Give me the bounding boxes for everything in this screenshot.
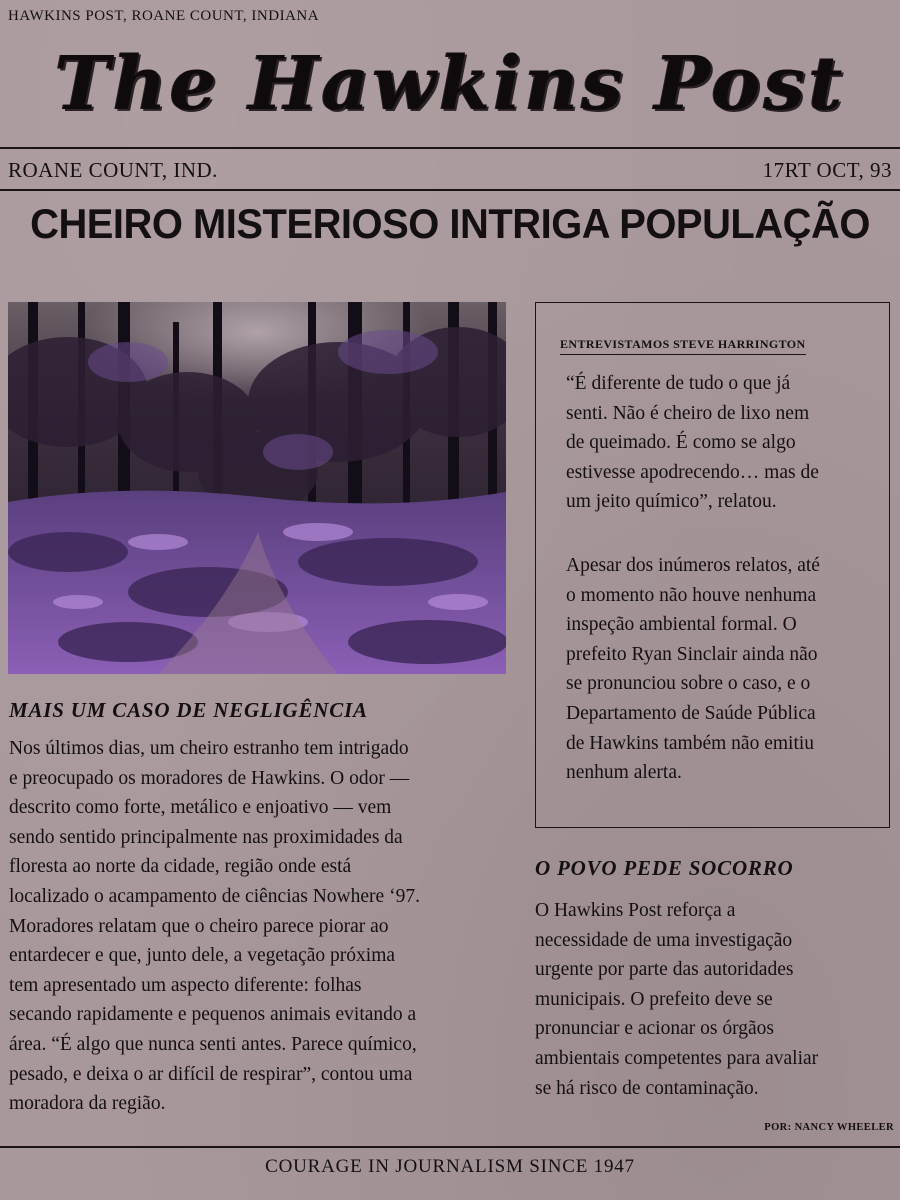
article-line: descrito como forte, metálico e enjoativo — vem xyxy=(9,797,392,819)
appeal-line: municipais. O prefeito deve se xyxy=(535,988,773,1010)
appeal-body xyxy=(535,896,895,1103)
main-headline: CHEIRO MISTERIOSO INTRIGA POPULAÇÃO xyxy=(30,200,870,247)
article-line: tem apresentado um aspecto diferente: folhas xyxy=(9,974,362,996)
interview-quote-line: de queimado. É como se algo xyxy=(566,432,796,454)
interview-quote-line: “É diferente de tudo o que já xyxy=(566,373,791,394)
forest-photo xyxy=(8,302,506,674)
article-line: secando rapidamente e pequenos animais evitando a xyxy=(9,1004,417,1026)
interview-body-line: se pronunciou sobre o caso, e o xyxy=(566,673,811,695)
interview-box xyxy=(535,302,890,828)
issue-date: 17RT OCT, 93 xyxy=(762,158,892,182)
interview-quote-line: estivesse apodrecendo… mas de xyxy=(566,461,819,483)
article-line: localizado o acampamento de ciências Nowhere ‘97. xyxy=(9,885,420,907)
article-line: e preocupado os moradores de Hawkins. O odor — xyxy=(9,767,410,789)
interview-body-line: prefeito Ryan Sinclair ainda não xyxy=(566,643,818,665)
forest-illustration xyxy=(8,302,506,674)
interview-body-line: de Hawkins também não emitiu xyxy=(566,732,815,754)
interview-quote xyxy=(566,369,886,517)
article-section-title: MAIS UM CASO DE NEGLIGÊNCIA xyxy=(9,698,368,722)
article-line: moradora da região. xyxy=(9,1093,166,1115)
appeal-line: pronunciar e acionar os órgãos xyxy=(535,1018,774,1040)
masthead-rule-bottom xyxy=(0,189,900,191)
interview-title: ENTREVISTAMOS STEVE HARRINGTON xyxy=(560,337,806,355)
appeal-section-title: O POVO PEDE SOCORRO xyxy=(535,856,794,880)
article-line: sendo sentido principalmente nas proximidades da xyxy=(9,826,403,848)
interview-body-line: Departamento de Saúde Pública xyxy=(566,702,816,724)
interview-body-line: Apesar dos inúmeros relatos, até xyxy=(566,555,820,576)
interview-body-line: inspeção ambiental formal. O xyxy=(566,614,797,636)
interview-body-line: o momento não houve nenhuma xyxy=(566,584,817,606)
article-line: entardecer e que, junto dele, a vegetação próxima xyxy=(9,945,396,967)
top-dateline: HAWKINS POST, ROANE COUNT, INDIANA xyxy=(8,8,320,24)
footer-motto: COURAGE IN JOURNALISM SINCE 1947 xyxy=(265,1156,635,1177)
interview-quote-line: um jeito químico”, relatou. xyxy=(566,491,777,513)
byline: POR: NANCY WHEELER xyxy=(764,1122,894,1133)
interview-body xyxy=(566,551,886,788)
appeal-line: urgente por parte das autoridades xyxy=(535,959,794,981)
article-line: Nos últimos dias, um cheiro estranho tem intrigado xyxy=(9,738,409,759)
article-line: área. “É algo que nunca senti antes. Parece químico, xyxy=(9,1033,417,1055)
appeal-line: O Hawkins Post reforça a xyxy=(535,900,736,921)
masthead-rule-top xyxy=(0,147,900,149)
location-label: ROANE COUNT, IND. xyxy=(8,158,218,182)
article-line: floresta ao norte da cidade, região onde está xyxy=(9,856,352,878)
appeal-line: se há risco de contaminação. xyxy=(535,1077,759,1099)
article-line: Moradores relatam que o cheiro parece piorar ao xyxy=(9,915,389,937)
appeal-line: ambientais competentes para avaliar xyxy=(535,1047,819,1069)
interview-quote-line: senti. Não é cheiro de lixo nem xyxy=(566,402,810,424)
article-body xyxy=(9,734,529,1119)
article-line: pesado, e deixa o ar difícil de respirar”, contou uma xyxy=(9,1063,413,1085)
footer-rule xyxy=(0,1146,900,1148)
appeal-line: necessidade de uma investigação xyxy=(535,929,793,951)
interview-body-line: nenhum alerta. xyxy=(566,762,682,784)
masthead-title: The Hawkins Post xyxy=(54,41,846,127)
